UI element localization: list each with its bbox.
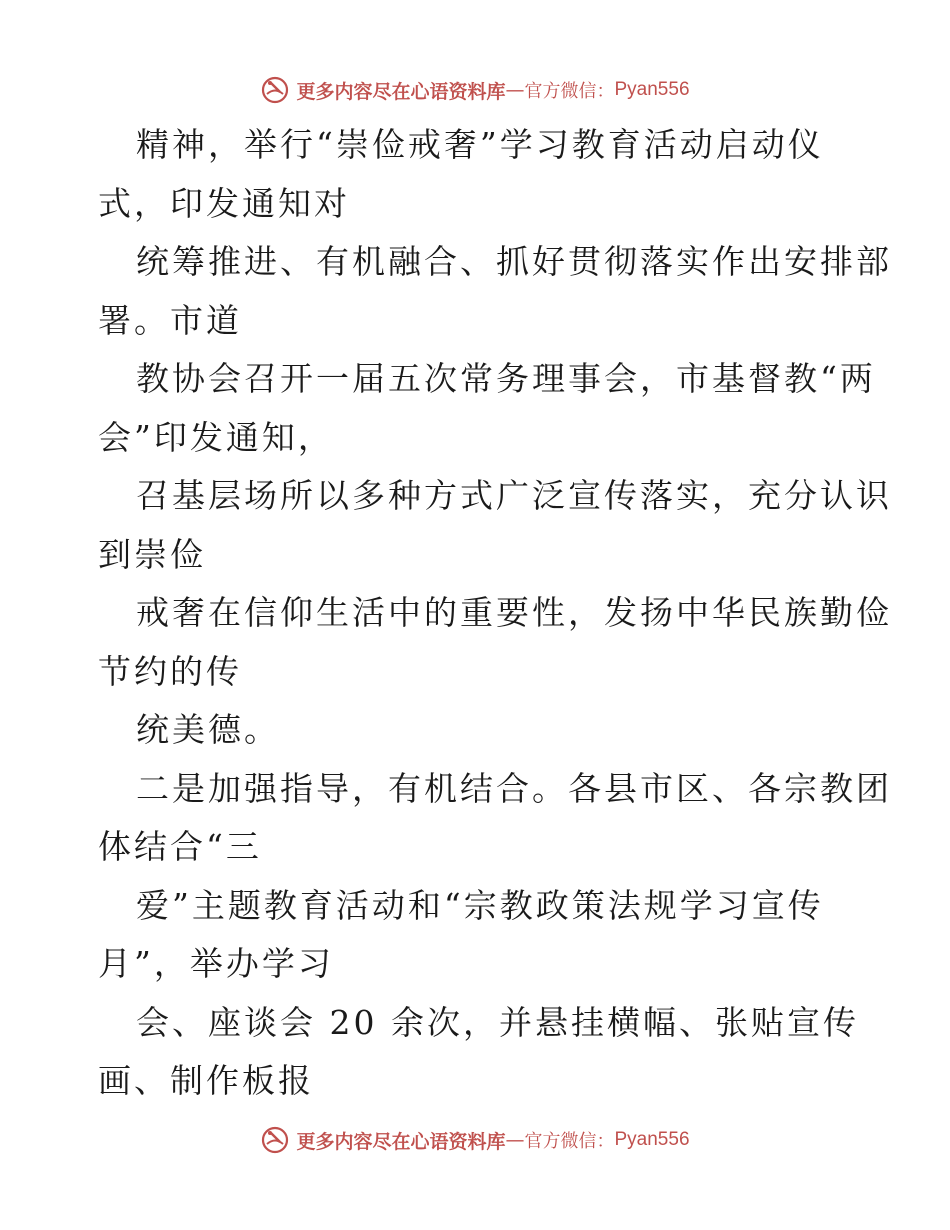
text-line: 精神，举行“崇俭戒奢”学习教育活动启动仪 — [136, 125, 824, 164]
text-line: 式，印发通知对 — [98, 183, 350, 223]
banner-title: 更多内容尽在心语资料库 — [296, 80, 506, 103]
text-line: 节约的传 — [98, 651, 242, 691]
banner-wechat-label: 官方微信： — [524, 1131, 615, 1152]
footer-banner — [0, 1120, 950, 1160]
text-line: 会”印发通知， — [98, 417, 334, 457]
text-line: 月”，举办学习 — [98, 944, 334, 983]
banner-title: 更多内容尽在心语资料库 — [296, 1130, 506, 1153]
text-line: 到崇俭 — [98, 534, 206, 574]
text-line: 统筹推进、有机融合、抓好贯彻落实作出安排部 — [136, 242, 892, 281]
text-line: 教协会召开一届五次常务理事会，市基督教“两 — [136, 359, 876, 398]
text-line: 会、座谈会 20 余次，并悬挂横幅、张贴宣传 — [136, 1002, 859, 1042]
text-line: 二是加强指导，有机结合。各县市区、各宗教团 — [136, 768, 892, 808]
document-body — [98, 116, 892, 1111]
text-line: 召基层场所以多种方式广泛宣传落实，充分认识 — [136, 476, 892, 515]
text-line: 爱”主题教育活动和“宗教政策法规学习宣传 — [136, 885, 824, 925]
banner-separator: — — [505, 1129, 525, 1151]
book-pen-logo-icon — [260, 1125, 290, 1155]
header-banner — [0, 70, 950, 110]
text-line: 统美德。 — [136, 710, 280, 749]
banner-separator: — — [505, 79, 525, 101]
text-line: 戒奢在信仰生活中的重要性，发扬中华民族勤俭 — [136, 593, 892, 632]
text-line: 署。市道 — [98, 300, 242, 340]
banner-wechat-id: Pyan556 — [614, 79, 690, 100]
banner-wechat-id: Pyan556 — [614, 1129, 690, 1150]
banner-wechat-label: 官方微信： — [524, 81, 615, 102]
text-line: 画、制作板报 — [98, 1061, 314, 1100]
text-line: 体结合“三 — [98, 827, 262, 866]
book-pen-logo-icon — [260, 75, 290, 105]
